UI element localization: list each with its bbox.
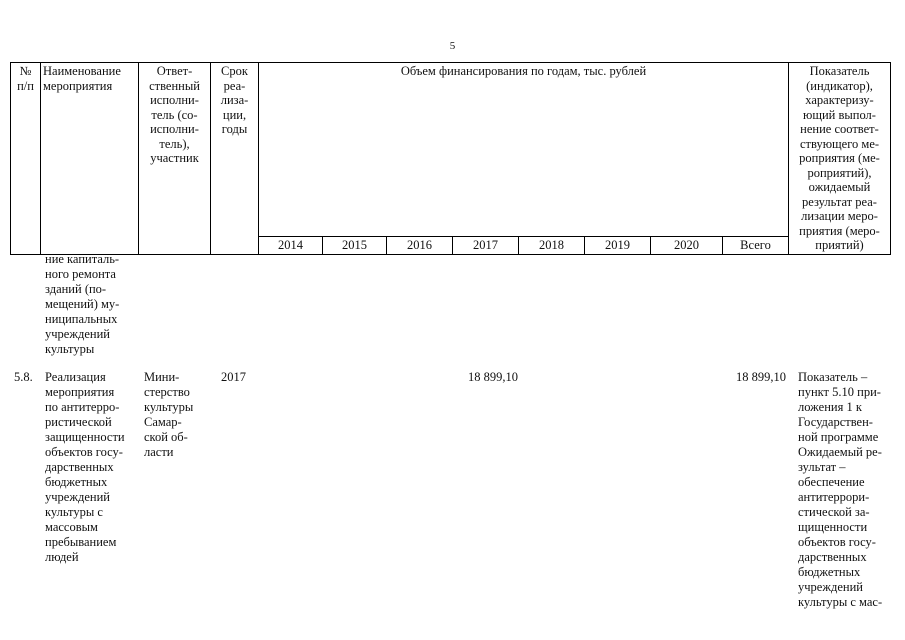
page-number: 5 <box>449 40 456 52</box>
header-executor: Ответ- ственный исполни- тель (со- исполни- тель), участник <box>139 63 211 255</box>
row-value-2017: 18 899,10 <box>468 370 518 384</box>
header-year-2017: 2017 <box>453 237 519 255</box>
row-indicator: Показатель – пункт 5.10 при- ложения 1 к Государствен- ной программе Ожидаемый ре- зультат – обеспечение антитеррори- стической за- щищенности объектов госу- дарственных бюджетных учреждений культуры с мас- <box>798 370 883 609</box>
header-funding-group: Объем финансирования по годам, тыс. рублей <box>259 63 789 237</box>
row-term: 2017 <box>221 370 246 384</box>
header-year-2019: 2019 <box>585 237 651 255</box>
header-num: № п/п <box>11 63 41 255</box>
header-year-2018: 2018 <box>519 237 585 255</box>
row-total: 18 899,10 <box>736 370 786 384</box>
header-year-2020: 2020 <box>651 237 723 255</box>
table-header <box>10 62 891 255</box>
header-indicator: Показатель (индикатор), характеризу- ющий выпол- нение соответ- ствующего ме- роприятия (ме- роприятий), ожидаемый результат реа- лизации меро- приятия (меро- приятий) <box>789 63 891 255</box>
header-term: Срок реа- лиза- ции, годы <box>211 63 259 255</box>
header-year-2016: 2016 <box>387 237 453 255</box>
header-year-total: Всего <box>723 237 789 255</box>
header-name: Наименование мероприятия <box>41 63 139 255</box>
continuation-text: ние капиталь- ного ремонта зданий (по- мещений) му- ниципальных учреждений культуры <box>45 252 120 356</box>
row-executor: Мини- стерство культуры Самар- ской об- ласти <box>144 370 194 459</box>
header-year-2014: 2014 <box>259 237 323 255</box>
header-year-2015: 2015 <box>323 237 387 255</box>
row-num: 5.8. <box>14 370 33 384</box>
row-name: Реализация мероприятия по антитерро- ристической защищенности объектов госу- дарственных бюджетных учреждений культуры с массовым пребыванием людей <box>45 370 125 564</box>
